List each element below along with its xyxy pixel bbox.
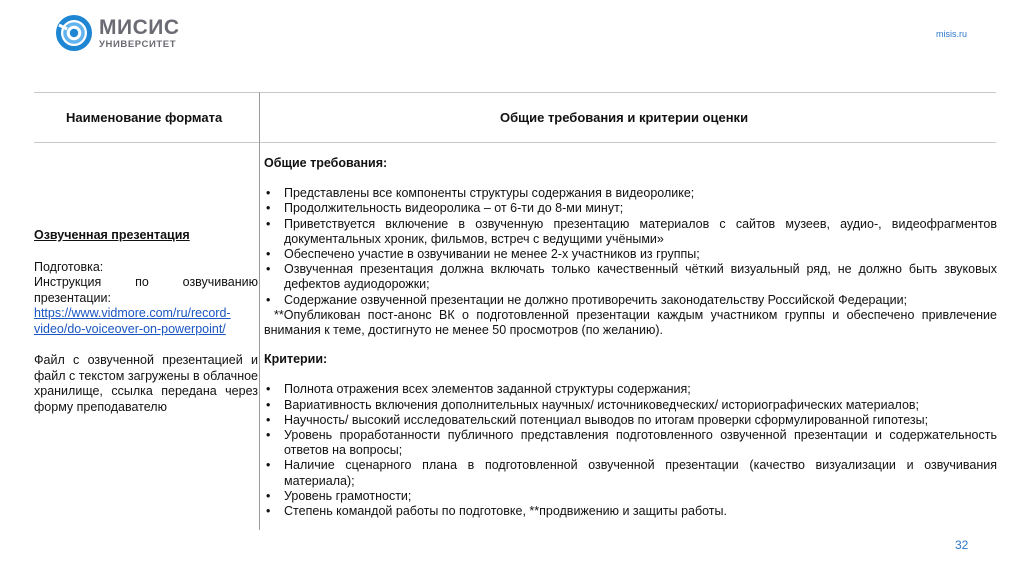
file-submission-text: Файл с озвученной презентацией и файл с текстом загружены в облачное хранилище, ссылка передана через форму преподавателю [34, 353, 258, 414]
criterion-item: • Вариативность включения дополнительных научных/ источниковедческих/ историографических материалов; [264, 398, 997, 413]
header-top-divider [34, 92, 996, 93]
col1-header: Наименование формата [66, 110, 223, 125]
voiceover-link-line2: video/do-voiceover-on-powerpoint/ [34, 321, 226, 336]
requirements-heading: Общие требования: [264, 156, 388, 170]
col2-header: Общие требования и критерии оценки [500, 110, 749, 125]
requirement-item: • Приветствуется включение в озвученную презентацию материалов с сайтов музеев, аудио-, видеофрагментов документальных хроник, фильмов, встреч с ведущими учёными» [264, 217, 997, 247]
requirement-item: • Продолжительность видеоролика – от 6-ти до 8-ми минут; [264, 201, 997, 216]
requirement-item: • Озвученная презентация должна включать только качественный чёткий визуальный ряд, не должно быть звуковых дефектов аудиодорожки; [264, 262, 997, 292]
criteria-heading: Критерии: [264, 352, 328, 367]
site-url[interactable]: misis.ru [936, 29, 967, 39]
brand-subtitle: УНИВЕРСИТЕТ [99, 38, 177, 50]
requirements-cell [264, 156, 997, 519]
page-number: 32 [955, 538, 969, 552]
requirements-list [264, 186, 997, 308]
prep-label: Подготовка: [34, 259, 104, 274]
criterion-item: • Научность/ высокий исследовательский потенциал выводов по итогам проверки сформулированной гипотезы; [264, 413, 997, 428]
misis-logo-icon [56, 15, 92, 51]
header-bottom-divider [34, 142, 996, 143]
format-title: Озвученная презентация [34, 228, 190, 242]
voiceover-link-line1: https://www.vidmore.com/ru/record- [34, 306, 231, 320]
format-cell [34, 228, 258, 415]
criterion-item: • Наличие сценарного плана в подготовленной озвученной презентации (качество визуализации и озвучивания материала); [264, 458, 997, 488]
criterion-item: • Полнота отражения всех элементов заданной структуры содержания; [264, 382, 997, 397]
criterion-item: • Уровень проработанности публичного представления подготовленного озвученной презентации и содержательность ответов на вопросы; [264, 428, 997, 458]
instruction-text: Инструкция по озвучиванию презентации: [34, 275, 258, 305]
requirement-item: • Представлены все компоненты структуры содержания в видеоролике; [264, 186, 997, 201]
misis-logo [56, 15, 180, 51]
publication-note: **Опубликован пост-анонс ВК о подготовленной презентации каждым участником группы и обеспечено привлечение внимания к теме, достигнуто не менее 50 просмотров (по желанию). [264, 307, 997, 338]
requirement-item: • Обеспечено участие в озвучивании не менее 2-х участников из группы; [264, 247, 997, 262]
criterion-item: • Степень командой работы по подготовке, **продвижению и защиты работы. [264, 504, 997, 519]
criteria-list [264, 382, 997, 519]
requirement-item: • Содержание озвученной презентации не должно противоречить законодательству Российской Федерации; [264, 293, 997, 308]
voiceover-link[interactable] [34, 306, 258, 337]
column-divider [259, 92, 260, 530]
criterion-item: • Уровень грамотности; [264, 489, 997, 504]
brand-name: МИСИС [99, 15, 180, 39]
